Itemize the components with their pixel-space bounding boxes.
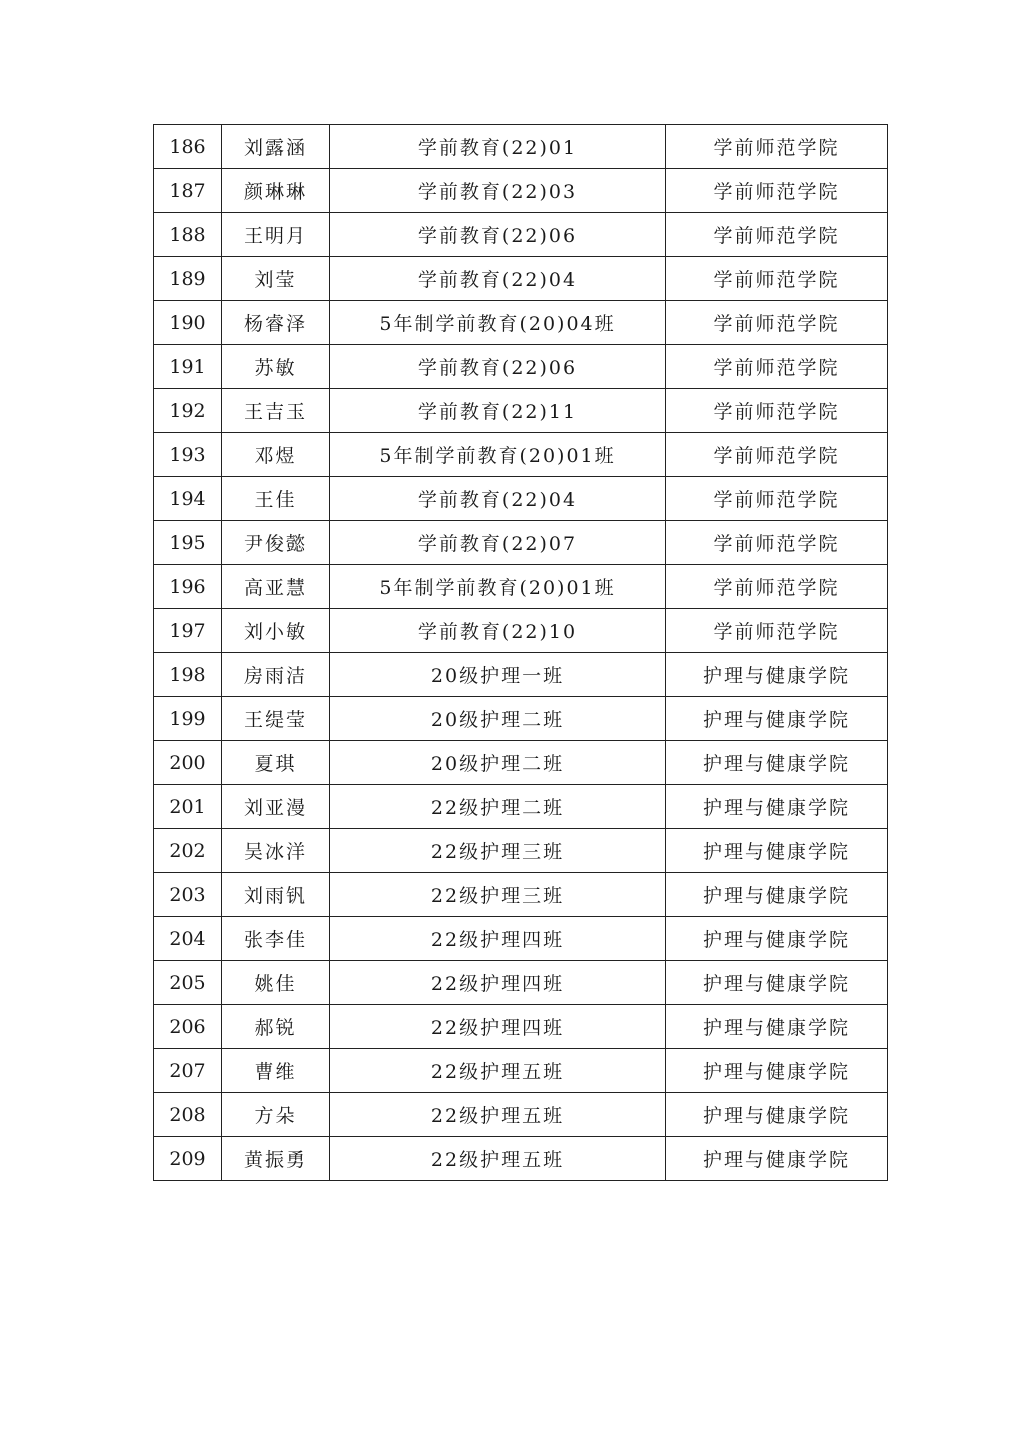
table-row [154, 257, 888, 301]
table-row [154, 213, 888, 257]
table-row [154, 1049, 888, 1093]
student-name-cell: 高亚慧 [222, 565, 330, 609]
student-name-cell: 郝锐 [222, 1005, 330, 1049]
student-name-cell: 王佳 [222, 477, 330, 521]
class-name-cell: 22级护理五班 [330, 1049, 666, 1093]
student-name-cell: 刘小敏 [222, 609, 330, 653]
row-number-cell: 205 [154, 961, 222, 1005]
student-name-cell: 曹维 [222, 1049, 330, 1093]
row-number-cell: 195 [154, 521, 222, 565]
table-row [154, 873, 888, 917]
college-name-cell: 学前师范学院 [666, 213, 888, 257]
student-name-cell: 黄振勇 [222, 1137, 330, 1181]
student-name-cell: 尹俊懿 [222, 521, 330, 565]
class-name-cell: 20级护理二班 [330, 741, 666, 785]
college-name-cell: 护理与健康学院 [666, 829, 888, 873]
class-name-cell: 22级护理四班 [330, 961, 666, 1005]
class-name-cell: 学前教育(22)06 [330, 345, 666, 389]
college-name-cell: 护理与健康学院 [666, 1049, 888, 1093]
student-name-cell: 杨睿泽 [222, 301, 330, 345]
row-number-cell: 202 [154, 829, 222, 873]
table-row [154, 433, 888, 477]
student-name-cell: 王吉玉 [222, 389, 330, 433]
college-name-cell: 学前师范学院 [666, 169, 888, 213]
student-name-cell: 邓煜 [222, 433, 330, 477]
college-name-cell: 学前师范学院 [666, 609, 888, 653]
class-name-cell: 学前教育(22)11 [330, 389, 666, 433]
class-name-cell: 22级护理四班 [330, 1005, 666, 1049]
table-row [154, 1137, 888, 1181]
roster-table [153, 124, 888, 1181]
table-row [154, 785, 888, 829]
college-name-cell: 护理与健康学院 [666, 1005, 888, 1049]
college-name-cell: 护理与健康学院 [666, 961, 888, 1005]
row-number-cell: 201 [154, 785, 222, 829]
table-row [154, 917, 888, 961]
college-name-cell: 护理与健康学院 [666, 785, 888, 829]
college-name-cell: 学前师范学院 [666, 433, 888, 477]
college-name-cell: 护理与健康学院 [666, 917, 888, 961]
class-name-cell: 学前教育(22)06 [330, 213, 666, 257]
row-number-cell: 203 [154, 873, 222, 917]
table-row [154, 301, 888, 345]
class-name-cell: 22级护理五班 [330, 1137, 666, 1181]
row-number-cell: 209 [154, 1137, 222, 1181]
row-number-cell: 198 [154, 653, 222, 697]
college-name-cell: 护理与健康学院 [666, 741, 888, 785]
row-number-cell: 197 [154, 609, 222, 653]
class-name-cell: 22级护理二班 [330, 785, 666, 829]
row-number-cell: 194 [154, 477, 222, 521]
table-row [154, 1093, 888, 1137]
row-number-cell: 200 [154, 741, 222, 785]
college-name-cell: 护理与健康学院 [666, 1137, 888, 1181]
table-row [154, 697, 888, 741]
class-name-cell: 22级护理五班 [330, 1093, 666, 1137]
student-name-cell: 王明月 [222, 213, 330, 257]
college-name-cell: 学前师范学院 [666, 257, 888, 301]
class-name-cell: 学前教育(22)10 [330, 609, 666, 653]
row-number-cell: 193 [154, 433, 222, 477]
college-name-cell: 学前师范学院 [666, 521, 888, 565]
table-row [154, 741, 888, 785]
class-name-cell: 5年制学前教育(20)01班 [330, 433, 666, 477]
table-row [154, 961, 888, 1005]
table-row [154, 521, 888, 565]
college-name-cell: 护理与健康学院 [666, 873, 888, 917]
college-name-cell: 护理与健康学院 [666, 653, 888, 697]
row-number-cell: 188 [154, 213, 222, 257]
class-name-cell: 22级护理三班 [330, 873, 666, 917]
table-row [154, 829, 888, 873]
college-name-cell: 学前师范学院 [666, 345, 888, 389]
student-name-cell: 姚佳 [222, 961, 330, 1005]
college-name-cell: 学前师范学院 [666, 389, 888, 433]
class-name-cell: 学前教育(22)07 [330, 521, 666, 565]
college-name-cell: 学前师范学院 [666, 477, 888, 521]
row-number-cell: 207 [154, 1049, 222, 1093]
student-name-cell: 夏琪 [222, 741, 330, 785]
roster-table-body [154, 125, 888, 1181]
row-number-cell: 204 [154, 917, 222, 961]
college-name-cell: 护理与健康学院 [666, 1093, 888, 1137]
student-name-cell: 方朵 [222, 1093, 330, 1137]
college-name-cell: 学前师范学院 [666, 125, 888, 169]
row-number-cell: 190 [154, 301, 222, 345]
college-name-cell: 学前师范学院 [666, 301, 888, 345]
student-name-cell: 张李佳 [222, 917, 330, 961]
table-row [154, 125, 888, 169]
row-number-cell: 208 [154, 1093, 222, 1137]
row-number-cell: 191 [154, 345, 222, 389]
table-row [154, 609, 888, 653]
college-name-cell: 护理与健康学院 [666, 697, 888, 741]
student-name-cell: 刘雨钒 [222, 873, 330, 917]
student-name-cell: 苏敏 [222, 345, 330, 389]
student-name-cell: 吴冰洋 [222, 829, 330, 873]
student-name-cell: 颜琳琳 [222, 169, 330, 213]
class-name-cell: 22级护理四班 [330, 917, 666, 961]
class-name-cell: 学前教育(22)03 [330, 169, 666, 213]
row-number-cell: 187 [154, 169, 222, 213]
class-name-cell: 22级护理三班 [330, 829, 666, 873]
class-name-cell: 20级护理一班 [330, 653, 666, 697]
class-name-cell: 20级护理二班 [330, 697, 666, 741]
class-name-cell: 5年制学前教育(20)04班 [330, 301, 666, 345]
table-row [154, 565, 888, 609]
table-row [154, 653, 888, 697]
row-number-cell: 192 [154, 389, 222, 433]
table-row [154, 169, 888, 213]
table-row [154, 1005, 888, 1049]
class-name-cell: 学前教育(22)04 [330, 477, 666, 521]
class-name-cell: 学前教育(22)01 [330, 125, 666, 169]
table-row [154, 389, 888, 433]
student-name-cell: 刘露涵 [222, 125, 330, 169]
student-name-cell: 刘亚漫 [222, 785, 330, 829]
student-name-cell: 房雨洁 [222, 653, 330, 697]
row-number-cell: 196 [154, 565, 222, 609]
college-name-cell: 学前师范学院 [666, 565, 888, 609]
student-name-cell: 王缇莹 [222, 697, 330, 741]
row-number-cell: 189 [154, 257, 222, 301]
class-name-cell: 5年制学前教育(20)01班 [330, 565, 666, 609]
row-number-cell: 186 [154, 125, 222, 169]
student-name-cell: 刘莹 [222, 257, 330, 301]
row-number-cell: 199 [154, 697, 222, 741]
row-number-cell: 206 [154, 1005, 222, 1049]
class-name-cell: 学前教育(22)04 [330, 257, 666, 301]
table-row [154, 477, 888, 521]
table-row [154, 345, 888, 389]
